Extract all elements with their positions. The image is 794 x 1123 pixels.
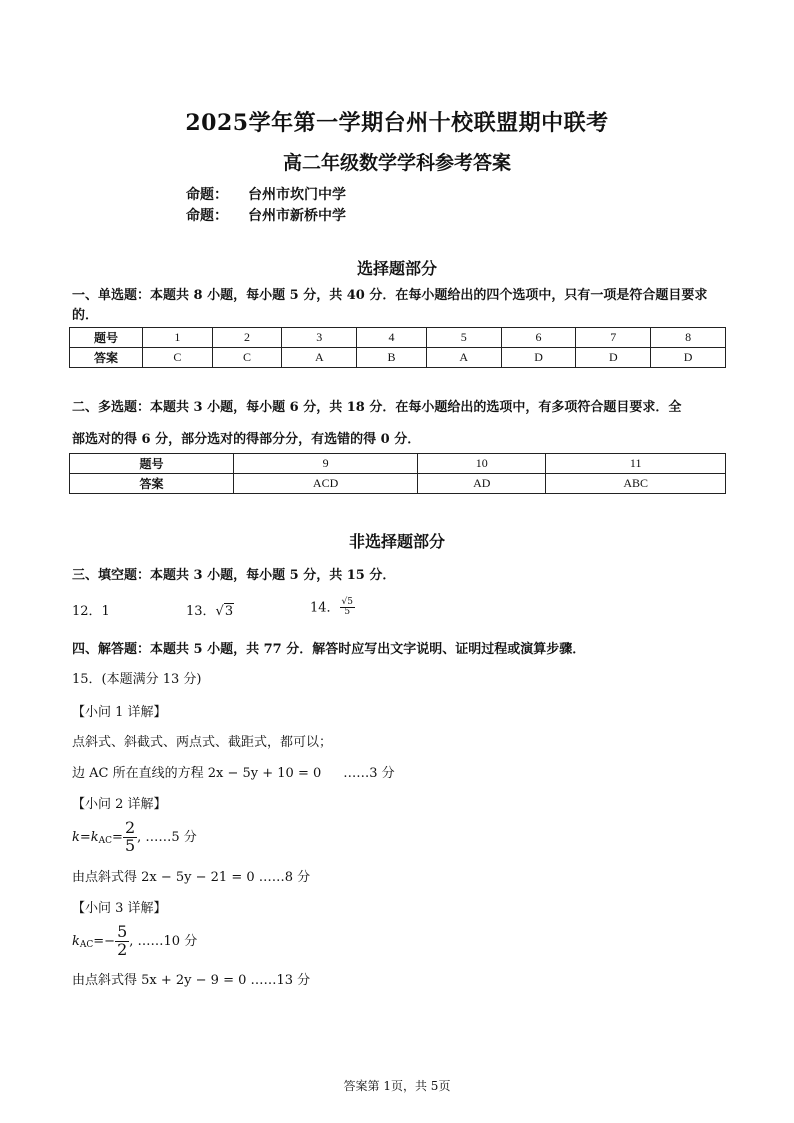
multi-choice-answer-table xyxy=(69,453,726,494)
table-cell: ABC xyxy=(546,474,726,494)
table-cell: D xyxy=(501,348,576,368)
fraction xyxy=(123,820,137,855)
table-row-label: 答案 xyxy=(70,348,143,368)
score-text: , ……5 分 xyxy=(137,829,197,845)
table-cell: 1 xyxy=(143,328,213,348)
document-title: 2025学年第一学期台州十校联盟期中联考 xyxy=(185,110,609,136)
table-row-label: 题号 xyxy=(70,328,143,348)
fraction-denominator: 2 xyxy=(117,939,128,959)
multi-choice-intro-line2: 部选对的得 6 分，部分选对的得部分分，有选错的得 0 分． xyxy=(72,432,421,447)
table-row xyxy=(70,348,726,368)
table-row xyxy=(70,328,726,348)
sqrt-symbol: √ xyxy=(215,604,224,619)
table-cell: 2 xyxy=(212,328,282,348)
table-cell: A xyxy=(282,348,357,368)
fraction xyxy=(115,924,129,959)
single-choice-intro: 一、单选题：本题共 8 小题，每小题 5 分，共 40 分．在每小题给出的四个选项中，只有一项是符合题目要求的． xyxy=(72,288,708,324)
table-row xyxy=(70,454,726,474)
score-text: ……3 分 xyxy=(343,766,395,781)
document-subtitle: 高二年级数学学科参考答案 xyxy=(282,152,511,174)
table-cell: C xyxy=(143,348,213,368)
table-row xyxy=(70,474,726,494)
author-line-1 xyxy=(186,184,346,204)
fraction xyxy=(340,598,355,618)
solution-intro: 四、解答题：本题共 5 小题，共 77 分．解答时应写出文字说明、证明过程或演算步骤． xyxy=(72,642,586,657)
sub-question-2-line2: 由点斜式得 2x − 5y − 21 = 0 ……8 分 xyxy=(72,870,311,885)
equals-sign: =− xyxy=(93,933,116,949)
table-cell: 11 xyxy=(546,454,726,474)
slope-symbol: k xyxy=(72,933,80,949)
equation-text: 边 AC 所在直线的方程 2x − 5y + 10 = 0 xyxy=(72,766,322,781)
answer-label: 12． xyxy=(72,604,102,619)
sqrt-symbol: √ xyxy=(341,597,348,607)
single-choice-answer-table xyxy=(69,327,726,368)
author-line-2 xyxy=(186,205,346,225)
multi-choice-intro-line1: 二、多选题：本题共 3 小题，每小题 6 分，共 18 分．在每小题给出的选项中，有多项符合题目要求．全 xyxy=(72,400,682,415)
answer-14 xyxy=(310,598,355,618)
slope-symbol: k=k xyxy=(72,829,99,845)
subscript: AC xyxy=(98,835,113,846)
table-cell: 5 xyxy=(426,328,501,348)
table-cell: 7 xyxy=(576,328,651,348)
table-cell: D xyxy=(576,348,651,368)
author-label: 命题： xyxy=(186,208,228,224)
question-15-heading: 15．(本题满分 13 分) xyxy=(72,672,202,687)
fill-blank-intro: 三、填空题：本题共 3 小题，每小题 5 分，共 15 分． xyxy=(72,568,396,583)
radicand: 5 xyxy=(347,597,354,607)
section-heading-non-choice: 非选择题部分 xyxy=(348,532,445,551)
table-cell: B xyxy=(357,348,427,368)
table-row-label: 题号 xyxy=(70,454,234,474)
sub-question-1-heading: 【小问 1 详解】 xyxy=(72,705,167,720)
subscript: AC xyxy=(79,939,94,950)
table-cell: 10 xyxy=(418,454,546,474)
sqrt-expression xyxy=(216,603,235,621)
page-footer: 答案第 1页，共 5页 xyxy=(343,1079,451,1093)
fraction-numerator: 2 xyxy=(124,818,136,837)
table-cell: C xyxy=(212,348,282,368)
table-row-label: 答案 xyxy=(70,474,234,494)
table-cell: 6 xyxy=(501,328,576,348)
sub-question-1-line2 xyxy=(72,765,395,783)
fraction-denominator: 5 xyxy=(344,607,351,618)
answer-12 xyxy=(72,603,110,621)
table-cell: A xyxy=(426,348,501,368)
sub-question-3-line2: 由点斜式得 5x + 2y − 9 = 0 ……13 分 xyxy=(72,973,311,988)
section-heading-choice: 选择题部分 xyxy=(356,259,437,278)
author-label: 命题： xyxy=(186,187,228,203)
table-cell: 8 xyxy=(651,328,726,348)
sub-question-3-line1 xyxy=(72,924,197,959)
answer-label: 14． xyxy=(310,600,340,616)
fraction-denominator: 5 xyxy=(124,835,136,855)
author-school: 台州市坎门中学 xyxy=(248,187,346,203)
author-school: 台州市新桥中学 xyxy=(248,208,346,224)
equals-sign: = xyxy=(112,829,123,845)
table-cell: 3 xyxy=(282,328,357,348)
radicand: 3 xyxy=(224,604,234,619)
sub-question-2-line1 xyxy=(72,820,197,855)
table-cell: AD xyxy=(418,474,546,494)
table-cell: ACD xyxy=(234,474,418,494)
answer-13 xyxy=(186,603,234,621)
sub-question-3-heading: 【小问 3 详解】 xyxy=(72,901,167,916)
table-cell: D xyxy=(651,348,726,368)
answer-value: 1 xyxy=(101,604,110,619)
table-cell: 4 xyxy=(357,328,427,348)
sub-question-2-heading: 【小问 2 详解】 xyxy=(72,797,167,812)
answer-label: 13． xyxy=(186,604,216,619)
fraction-numerator: 5 xyxy=(117,922,128,941)
sub-question-1-line1: 点斜式、斜截式、两点式、截距式，都可以； xyxy=(72,735,333,750)
score-text: , ……10 分 xyxy=(129,933,198,949)
table-cell: 9 xyxy=(234,454,418,474)
